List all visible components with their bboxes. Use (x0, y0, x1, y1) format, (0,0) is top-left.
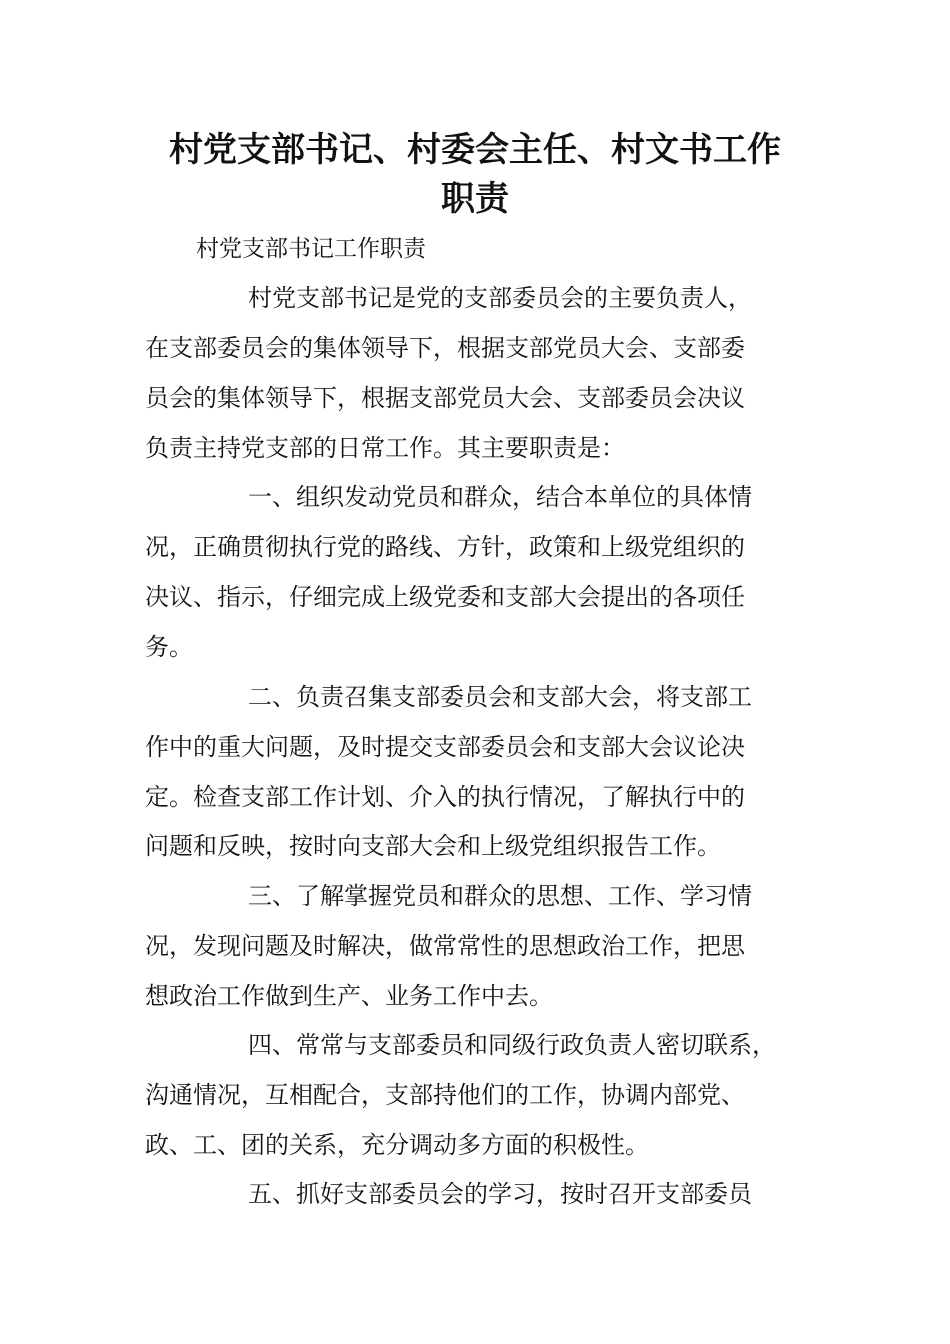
paragraph-5-line-2: 沟通情况，互相配合，支部持他们的工作，协调内部党、 (145, 1081, 745, 1109)
paragraph-5-line-3: 政、工、团的关系，充分调动多方面的积极性。 (145, 1131, 649, 1159)
paragraph-2-line-2: 况，正确贯彻执行党的路线、方针，政策和上级党组织的 (145, 533, 745, 561)
paragraph-3-line-1: 二、负责召集支部委员会和支部大会，将支部工 (248, 683, 752, 711)
paragraph-4-line-3: 想政治工作做到生产、业务工作中去。 (145, 982, 553, 1010)
paragraph-3-line-3: 定。检查支部工作计划、介入的执行情况，了解执行中的 (145, 783, 745, 811)
paragraph-3-line-4: 问题和反映，按时向支部大会和上级党组织报告工作。 (145, 832, 721, 860)
paragraph-3-line-2: 作中的重大问题，及时提交支部委员会和支部大会议论决 (145, 733, 745, 761)
document-title-line-2: 职责 (441, 179, 509, 219)
paragraph-2-line-4: 务。 (145, 633, 193, 661)
paragraph-4-line-1: 三、了解掌握党员和群众的思想、工作、学习情 (248, 882, 752, 910)
paragraph-1-line-2: 在支部委员会的集体领导下，根据支部党员大会、支部委 (145, 334, 745, 362)
paragraph-5-line-1: 四、常常与支部委员和同级行政负责人密切联系， (248, 1031, 776, 1059)
document-title-line-1: 村党支部书记、村委会主任、村文书工作 (169, 130, 781, 170)
paragraph-4-line-2: 况，发现问题及时解决，做常常性的思想政治工作，把思 (145, 932, 745, 960)
paragraph-6-line-1: 五、抓好支部委员会的学习，按时召开支部委员 (248, 1180, 752, 1208)
paragraph-1-line-4: 负责主持党支部的日常工作。其主要职责是： (145, 434, 625, 462)
paragraph-2-line-3: 决议、指示，仔细完成上级党委和支部大会提出的各项任 (145, 583, 745, 611)
paragraph-2-line-1: 一、组织发动党员和群众，结合本单位的具体情 (248, 483, 752, 511)
paragraph-1-line-1: 村党支部书记是党的支部委员会的主要负责人， (248, 284, 752, 312)
section-heading: 村党支部书记工作职责 (196, 236, 426, 262)
paragraph-1-line-3: 员会的集体领导下，根据支部党员大会、支部委员会决议 (145, 384, 745, 412)
